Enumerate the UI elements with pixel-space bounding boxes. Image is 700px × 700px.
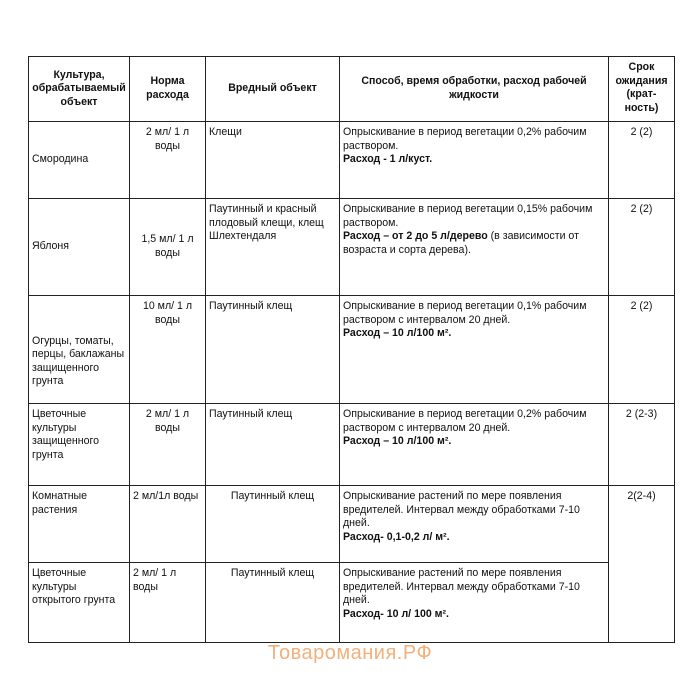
cell-method	[340, 296, 609, 404]
cell-wait: 2 (2)	[609, 199, 675, 296]
rate-text: Расход – от 2 до 5 л/дерево	[343, 230, 488, 243]
cell-norm: 2 мл/ 1 л воды	[130, 122, 206, 199]
method-text: Опрыскивание в период вегетации 0,2% рабочим раствором.	[343, 126, 587, 152]
cell-wait: 2 (2)	[609, 296, 675, 404]
cell-wait: 2(2-4)	[609, 486, 675, 643]
cell-pest: Паутинный клещ	[206, 404, 340, 486]
cell-method	[340, 563, 609, 643]
header-pest: Вредный объект	[206, 57, 340, 122]
cell-norm: 10 мл/ 1 л воды	[130, 296, 206, 404]
cell-norm: 2 мл/ 1 л воды	[130, 563, 206, 643]
table-row	[29, 404, 675, 486]
table-row	[29, 122, 675, 199]
cell-culture: Цветочные культуры защищенного грунта	[29, 404, 130, 486]
rate-note: (в зависимости от возраста и сорта дерева).	[343, 230, 579, 256]
cell-culture: Комнатные растения	[29, 486, 130, 563]
cell-wait: 2 (2-3)	[609, 404, 675, 486]
cell-culture: Цветочные культуры открытого грунта	[29, 563, 130, 643]
watermark: Товаромания.РФ	[267, 642, 433, 664]
cell-culture: Яблоня	[29, 199, 130, 296]
cell-pest: Паутинный и красный плодовый клещи, клещ Шлехтендаля	[206, 199, 340, 296]
header-norm: Норма расхода	[130, 57, 206, 122]
method-text: Опрыскивание в период вегетации 0,15% рабочим раствором.	[343, 203, 593, 229]
cell-pest: Паутинный клещ	[206, 296, 340, 404]
table-row	[29, 486, 675, 563]
rate-text: Расход – 10 л/100 м².	[343, 327, 452, 340]
rate-text: Расход- 0,1-0,2 л/ м².	[343, 530, 450, 543]
cell-method	[340, 199, 609, 296]
header-wait: Срок ожидания (крат-ность)	[609, 57, 675, 122]
method-text: Опрыскивание в период вегетации 0,1% рабочим раствором с интервалом 20 дней.	[343, 300, 587, 326]
cell-method	[340, 122, 609, 199]
cell-method	[340, 404, 609, 486]
table-row	[29, 199, 675, 296]
cell-method	[340, 486, 609, 563]
rate-text: Расход- 10 л/ 100 м².	[343, 607, 449, 620]
header-row	[29, 57, 675, 122]
rate-text: Расход – 10 л/100 м².	[343, 435, 452, 448]
method-text: Опрыскивание в период вегетации 0,2% рабочим раствором с интервалом 20 дней.	[343, 408, 587, 434]
treatment-table	[28, 56, 675, 643]
rate-text: Расход - 1 л/куст.	[343, 153, 433, 166]
header-method: Способ, время обработки, расход рабочей жидкости	[340, 57, 609, 122]
cell-culture	[29, 296, 130, 404]
cell-pest: Паутинный клещ	[206, 563, 340, 643]
table-row	[29, 563, 675, 643]
cell-norm: 2 мл/ 1 л воды	[130, 404, 206, 486]
method-text: Опрыскивание растений по мере появления вредителей. Интервал между обработками 7-10 дней.	[343, 567, 580, 607]
cell-wait: 2 (2)	[609, 122, 675, 199]
method-text: Опрыскивание растений по мере появления вредителей. Интервал между обработками 7-10 дней.	[343, 490, 580, 530]
cell-pest: Клещи	[206, 122, 340, 199]
cell-norm: 2 мл/1л воды	[130, 486, 206, 563]
table-row	[29, 296, 675, 404]
cell-norm: 1,5 мл/ 1 л воды	[130, 199, 206, 296]
culture-text: Огурцы, томаты, перцы, баклажаны защищенного грунта	[32, 334, 125, 388]
cell-culture: Смородина	[29, 122, 130, 199]
header-culture: Культура, обрабатываемый объект	[29, 57, 130, 122]
cell-pest: Паутинный клещ	[206, 486, 340, 563]
